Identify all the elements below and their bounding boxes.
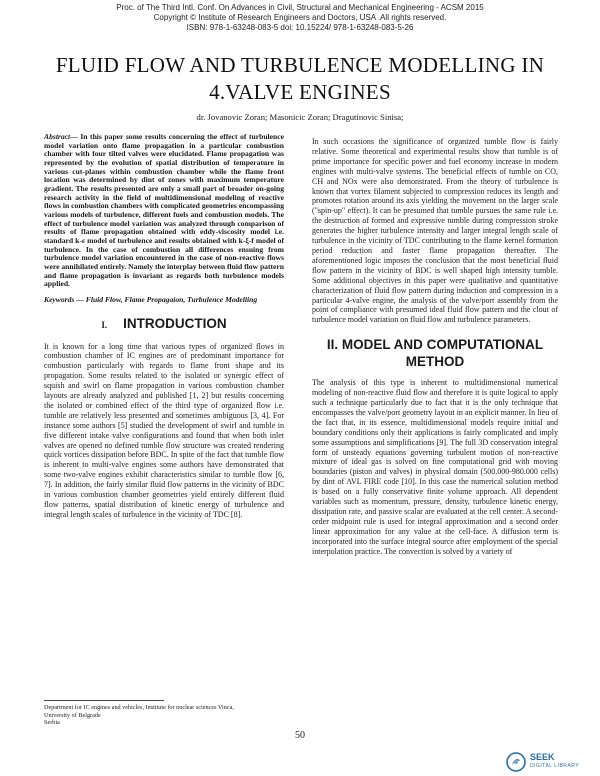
section-heading-model: II. MODEL AND COMPUTATIONAL METHOD bbox=[326, 337, 544, 370]
header-line-proceedings: Proc. of The Third Intl. Conf. On Advances in Civil, Structural and Mechanical Engineering - ACSM 2015 bbox=[116, 3, 484, 12]
conference-header bbox=[0, 3, 600, 33]
footnote-line-university: University of Belgrade bbox=[44, 711, 101, 719]
affiliation-footnote bbox=[44, 704, 274, 727]
header-line-copyright: Copyright © Institute of Research Engineers and Doctors, USA .All rights reserved. bbox=[153, 13, 447, 22]
header-line-isbn: ISBN: 978-1-63248-083-5 doi: 10.15224/ 978-1-63248-083-5-26 bbox=[186, 23, 414, 32]
section-number: I. bbox=[101, 319, 108, 330]
author-list: dr. Jovanovic Zoran; Masonicic Zoran; Dragutinovic Sinisa; bbox=[196, 112, 404, 122]
abstract-label: Abstract bbox=[44, 132, 71, 141]
logo-subtitle: DIGITAL LIBRARY bbox=[530, 763, 580, 769]
section-title: INTRODUCTION bbox=[123, 315, 227, 331]
left-column bbox=[44, 133, 284, 520]
seek-logo-icon bbox=[506, 752, 526, 772]
footnote-line-department: Department for IC engines and vehicles, Institute for nuclear sciences Vinca, bbox=[44, 704, 234, 711]
footnote-divider bbox=[44, 700, 164, 701]
right-column bbox=[312, 137, 558, 557]
paper-title: FLUID FLOW AND TURBULENCE MODELLING IN 4.VALVE ENGINES bbox=[55, 53, 545, 104]
footnote-line-country: Serbia bbox=[44, 719, 60, 727]
section-heading-introduction bbox=[44, 316, 284, 333]
introduction-continued-text: In such occasions the significance of organized tumble flow is fairly relative. Some theoretical and experimental results show that tumble is of prime importance for specific power and fuel economy increase in modern engines with multi-valve systems. The beneficial effects of tumble on CO, CH and NOx were also demonstrated. From the theory of turbulence is known that vortex filament subjected to compression reduces its length and promotes rotation around its axis yielding the movement on the larger scale ("spin-up" effect). It can be presumed that tumble pursues the same rule i.e. the destruction of formed and expressive tumble during compression stroke generates the higher turbulence intensity and larger integral length scale of turbulence in the vicinity of TDC contributing to the flame kernel formation period reduction and faster flame propagation thereafter. The aforementioned logic imposes the conclusion that the most beneficial fluid flow pattern in the vicinity of BDC is well shaped high intensity tumble. Some additional objectives in this paper were qualitative and quantitative characterization of fluid flow pattern during induction and compression in a particular 4-valve engine, the analysis of the valve/port assembly from the point of compliance with presumed ideal fluid flow pattern and the clout of turbulence model variation on fluid flow and turbulence parameters. bbox=[312, 137, 558, 325]
logo-brand: SEEK bbox=[530, 752, 555, 762]
introduction-text: It is known for a long time that various types of organized flows in combustion chamber of IC engines are of predominant importance for combustion particularly with regards to flame front shape and its propagation. Some results related to the isolated or synergic effect of squish and swirl on flame propagation in various combustion chamber layouts are already analyzed and published [1, 2] but results concerning the isolated or combined effect of the third type of organized flow i.e. tumble are relatively less presented and sometimes ambiguous [3, 4]. For instance some authors [5] studied the development of swirl and tumble in five different intake valve configurations and found that when both inlet valves are opened no defined tumble flow structure was created rendering quick vortices dissipation before BDC. In spite of the fact that tumble flow is inherent to multi-valve engines some authors have demonstrated that some two-valve engines exhibit characteristics similar to tumble flow [6, 7]. In addition, the fairly similar fluid flow patterns in the vicinity of BDC in various combustion chamber geometries yield entirely different fluid flow patterns, spatial distribution of kinetic energy of turbulence and integral length scales of turbulence in the vicinity of TDC [8]. bbox=[44, 341, 284, 519]
abstract-text: — In this paper some results concerning the effect of turbulence model variation onto flame propagation in a particular combustion chamber with four tilted valves were elucidated. Flame propagation was represented by the evolution of spatial distribution of temperature in various cut-planes within combustion chamber while the flame front location was determined by dint of zones with maximum temperature gradient. The results presented are only a small part of broader on-going research activity in the field of multidimensional modeling of reactive flows in combustion chambers with complicated geometries encompassing various models of turbulence, different fuels and combustion models. The effect of turbulence model variation was analyzed through comparison of results of flame propagation obtained with eddy-viscosity model i.e. standard k-ε model of turbulence and results obtained with k-ξ-f model of turbulence. In the case of combustion all differences ensuing from turbulence model variation encountered in the case of non-reactive flows were annihilated entirely. Namely the interplay between fluid flow pattern and flame propagation is invariant as regards both turbulence models applied. bbox=[44, 132, 284, 289]
abstract bbox=[44, 133, 284, 289]
seek-digital-library-logo bbox=[506, 752, 592, 772]
keywords: Keywords — Fluid Flow, Flame Propagaion, Turbulence Modelling bbox=[44, 294, 258, 304]
page-number: 50 bbox=[295, 730, 305, 741]
model-section-text: The analysis of this type is inherent to multidimensional numerical modeling of non-reactive fluid flow and therefore it is quite logical to apply such a technique particularly due to fact that it is the only technique that encompasses the valve/port geometry layout in an explicit manner. In lieu of the fact that, in its essence, multidimensional models require initial and boundary conditions only their applications is fairly complicated and imply some assumptions and simplifications [9]. The full 3D conservation integral form of unsteady equations governing turbulent motion of non-reactive mixture of ideal gas is solved on fine computational grid with moving boundaries (piston and valves) in physical domain (500.000-980.000 cells) by dint of AVL FIRE code [10]. In this case the numerical solution method is based on a fully conservative finite volume approach. All dependent variables such as momentum, pressure, density, turbulence kinetic energy, dissipation rate, and passive scalar are evaluated at the cell center. A second-order midpoint rule is used for integral approximation and a second order linear approximation for any value at the cell-face. A diffusion term is incorporated into the surface integral source after employment of the special interpolation practice. The convection is solved by a variety of bbox=[312, 378, 558, 556]
